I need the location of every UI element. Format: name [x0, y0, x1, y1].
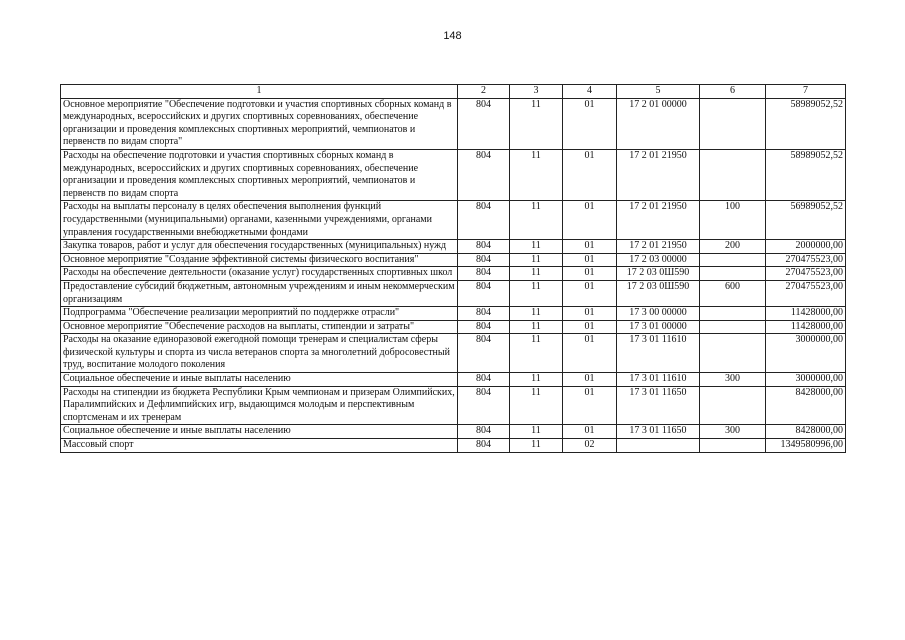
row-amount: 270475523,00 — [766, 253, 846, 267]
column-header: 5 — [617, 85, 700, 99]
row-code-ministry: 804 — [458, 439, 510, 453]
row-code-target: 17 2 01 21950 — [617, 201, 700, 240]
row-name: Расходы на обеспечение подготовки и участия спортивных сборных команд в международных, всероссийских и других спортивных соревнованиях, обеспечение организации и проведения комплексных спортивных мероприятий, чемпионатов и первенств по видам спорта — [61, 149, 458, 200]
row-code-target: 17 3 00 00000 — [617, 307, 700, 321]
row-code-expense-type — [700, 439, 766, 453]
row-code-subsection: 01 — [563, 201, 617, 240]
column-header: 4 — [563, 85, 617, 99]
row-code-expense-type: 200 — [700, 240, 766, 254]
row-code-expense-type: 300 — [700, 373, 766, 387]
row-code-section: 11 — [510, 149, 563, 200]
row-name: Расходы на стипендии из бюджета Республики Крым чемпионам и призерам Олимпийских, Паралимпийских и Дефлимпийских игр, выдающимся молодым и перспективным спортсменам и их тренерам — [61, 386, 458, 425]
page-number: 148 — [443, 30, 462, 42]
row-amount: 3000000,00 — [766, 373, 846, 387]
row-code-target: 17 2 01 00000 — [617, 98, 700, 149]
row-amount: 8428000,00 — [766, 386, 846, 425]
row-code-ministry: 804 — [458, 334, 510, 373]
table-row — [61, 98, 846, 149]
row-code-ministry: 804 — [458, 373, 510, 387]
row-code-expense-type — [700, 253, 766, 267]
row-name: Закупка товаров, работ и услуг для обеспечения государственных (муниципальных) нужд — [61, 240, 458, 254]
row-code-section: 11 — [510, 98, 563, 149]
row-code-ministry: 804 — [458, 267, 510, 281]
row-amount: 270475523,00 — [766, 280, 846, 306]
row-code-section: 11 — [510, 334, 563, 373]
column-header: 7 — [766, 85, 846, 99]
row-amount: 2000000,00 — [766, 240, 846, 254]
row-code-expense-type — [700, 149, 766, 200]
row-code-expense-type — [700, 307, 766, 321]
row-code-section: 11 — [510, 280, 563, 306]
row-code-section: 11 — [510, 439, 563, 453]
row-code-subsection: 01 — [563, 98, 617, 149]
row-code-target: 17 3 01 11610 — [617, 373, 700, 387]
budget-table — [60, 84, 846, 453]
row-name: Основное мероприятие "Обеспечение расходов на выплаты, стипендии и затраты" — [61, 320, 458, 334]
row-name: Подпрограмма "Обеспечение реализации мероприятий по поддержке отрасли" — [61, 307, 458, 321]
row-code-expense-type: 300 — [700, 425, 766, 439]
row-code-subsection: 01 — [563, 149, 617, 200]
row-code-section: 11 — [510, 386, 563, 425]
row-amount: 58989052,52 — [766, 149, 846, 200]
table-row — [61, 334, 846, 373]
table-header-row — [61, 85, 846, 99]
row-code-section: 11 — [510, 201, 563, 240]
column-header: 3 — [510, 85, 563, 99]
row-code-target — [617, 439, 700, 453]
row-amount: 58989052,52 — [766, 98, 846, 149]
row-amount: 56989052,52 — [766, 201, 846, 240]
row-code-ministry: 804 — [458, 386, 510, 425]
table-row — [61, 386, 846, 425]
row-name: Массовый спорт — [61, 439, 458, 453]
row-code-target: 17 2 01 21950 — [617, 240, 700, 254]
row-code-subsection: 01 — [563, 267, 617, 281]
table-row — [61, 149, 846, 200]
row-name: Расходы на выплаты персоналу в целях обеспечения выполнения функций государственными (муниципальными) органами, казенными учреждениями, органами управления государственными внебюджетными фондами — [61, 201, 458, 240]
row-name: Социальное обеспечение и иные выплаты населению — [61, 425, 458, 439]
row-amount: 1349580996,00 — [766, 439, 846, 453]
column-header: 2 — [458, 85, 510, 99]
row-code-section: 11 — [510, 240, 563, 254]
row-code-section: 11 — [510, 373, 563, 387]
row-code-ministry: 804 — [458, 240, 510, 254]
row-code-section: 11 — [510, 320, 563, 334]
row-code-expense-type — [700, 98, 766, 149]
row-name: Основное мероприятие "Создание эффективной системы физического воспитания" — [61, 253, 458, 267]
row-code-expense-type — [700, 267, 766, 281]
row-code-expense-type — [700, 320, 766, 334]
row-code-target: 17 2 01 21950 — [617, 149, 700, 200]
row-amount: 3000000,00 — [766, 334, 846, 373]
table-row — [61, 439, 846, 453]
table-row — [61, 240, 846, 254]
row-code-section: 11 — [510, 307, 563, 321]
row-name: Расходы на обеспечение деятельности (оказание услуг) государственных спортивных школ — [61, 267, 458, 281]
row-name: Расходы на оказание единоразовой ежегодной помощи тренерам и специалистам сферы физической культуры и спорта из числа ветеранов спорта за многолетний добросовестный труд, воспитание молодого поколения — [61, 334, 458, 373]
row-name: Основное мероприятие "Обеспечение подготовки и участия спортивных сборных команд в международных, всероссийских и других спортивных соревнованиях, обеспечение организации и проведения комплексных спортивных мероприятий, чемпионатов и первенств по видам спорта" — [61, 98, 458, 149]
row-code-section: 11 — [510, 267, 563, 281]
row-code-ministry: 804 — [458, 425, 510, 439]
row-name: Социальное обеспечение и иные выплаты населению — [61, 373, 458, 387]
row-code-section: 11 — [510, 425, 563, 439]
row-code-ministry: 804 — [458, 201, 510, 240]
row-code-target: 17 3 01 11650 — [617, 425, 700, 439]
row-code-ministry: 804 — [458, 98, 510, 149]
table-row — [61, 253, 846, 267]
table-row — [61, 280, 846, 306]
table-row — [61, 373, 846, 387]
row-code-expense-type: 100 — [700, 201, 766, 240]
row-amount: 8428000,00 — [766, 425, 846, 439]
row-name: Предоставление субсидий бюджетным, автономным учреждениям и иным некоммерческим организациям — [61, 280, 458, 306]
row-code-target: 17 3 01 00000 — [617, 320, 700, 334]
row-code-subsection: 01 — [563, 307, 617, 321]
row-code-expense-type: 600 — [700, 280, 766, 306]
row-code-subsection: 02 — [563, 439, 617, 453]
row-code-subsection: 01 — [563, 320, 617, 334]
row-code-subsection: 01 — [563, 373, 617, 387]
row-code-target: 17 3 01 11610 — [617, 334, 700, 373]
row-code-expense-type — [700, 334, 766, 373]
column-header: 1 — [61, 85, 458, 99]
row-code-subsection: 01 — [563, 386, 617, 425]
row-code-subsection: 01 — [563, 280, 617, 306]
row-code-subsection: 01 — [563, 334, 617, 373]
row-amount: 11428000,00 — [766, 320, 846, 334]
row-code-target: 17 2 03 0Ш590 — [617, 267, 700, 281]
row-amount: 11428000,00 — [766, 307, 846, 321]
row-code-ministry: 804 — [458, 149, 510, 200]
row-code-target: 17 2 03 00000 — [617, 253, 700, 267]
row-code-ministry: 804 — [458, 253, 510, 267]
row-code-ministry: 804 — [458, 280, 510, 306]
row-code-ministry: 804 — [458, 320, 510, 334]
table-row — [61, 267, 846, 281]
row-code-section: 11 — [510, 253, 563, 267]
row-code-subsection: 01 — [563, 253, 617, 267]
table-row — [61, 307, 846, 321]
table-row — [61, 201, 846, 240]
row-code-expense-type — [700, 386, 766, 425]
column-header: 6 — [700, 85, 766, 99]
row-code-target: 17 2 03 0Ш590 — [617, 280, 700, 306]
row-amount: 270475523,00 — [766, 267, 846, 281]
row-code-subsection: 01 — [563, 425, 617, 439]
row-code-ministry: 804 — [458, 307, 510, 321]
row-code-subsection: 01 — [563, 240, 617, 254]
row-code-target: 17 3 01 11650 — [617, 386, 700, 425]
table-row — [61, 320, 846, 334]
table-row — [61, 425, 846, 439]
